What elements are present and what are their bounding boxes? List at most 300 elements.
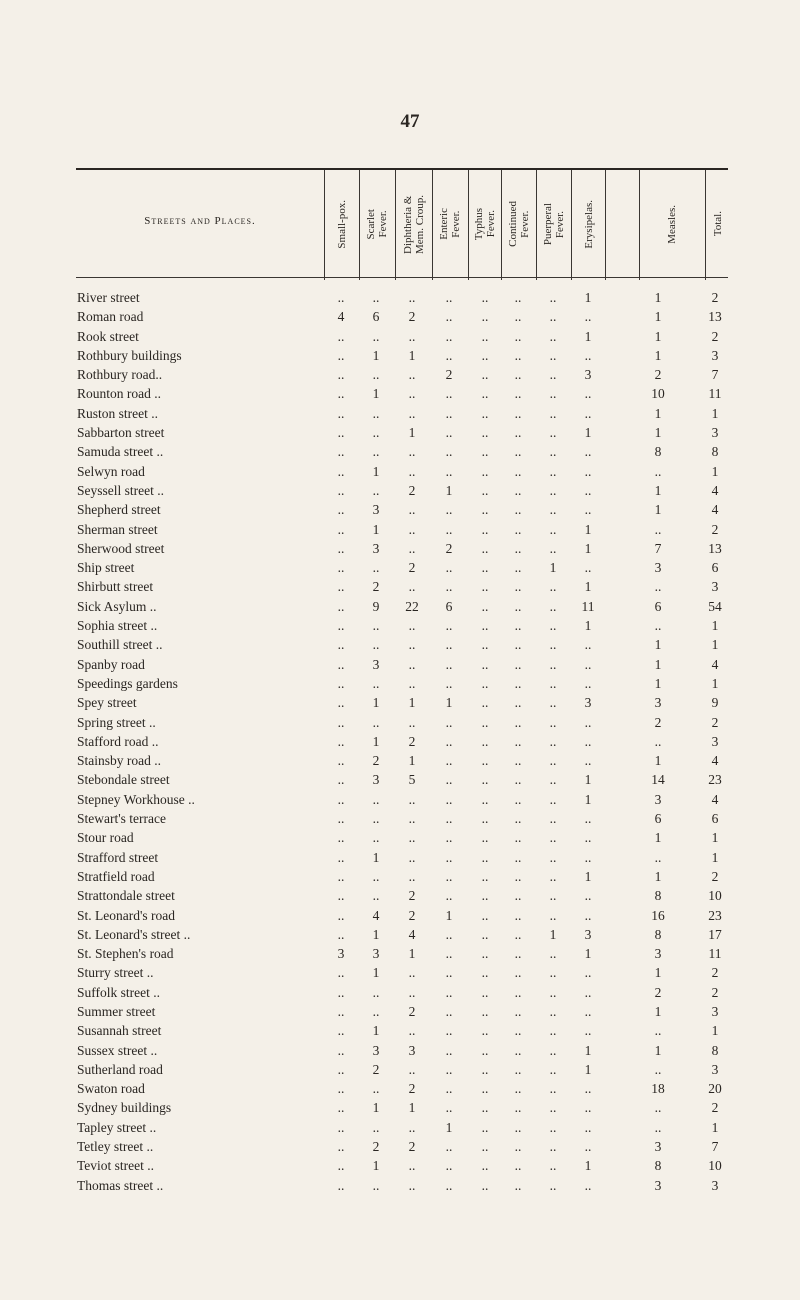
table-cell: 8 bbox=[654, 444, 662, 460]
table-cell: .. bbox=[337, 1023, 345, 1039]
table-cell: .. bbox=[549, 347, 557, 363]
street-name: River street bbox=[77, 290, 140, 305]
street-name: Sherwood street bbox=[77, 540, 165, 556]
street-name: Suffolk street .. bbox=[77, 984, 160, 1000]
table-cell: 1 bbox=[372, 521, 380, 537]
table-cell: .. bbox=[445, 1100, 453, 1116]
table-cell: .. bbox=[337, 290, 345, 305]
table-cell: 1 bbox=[372, 965, 380, 981]
street-name: Stainsby road .. bbox=[77, 753, 161, 769]
table-cell: .. bbox=[337, 386, 345, 402]
table-cell: 17 bbox=[708, 926, 722, 942]
table-cell: .. bbox=[481, 1139, 489, 1155]
table-cell: .. bbox=[514, 1003, 522, 1019]
table-cell: .. bbox=[337, 1177, 345, 1193]
table-cell: .. bbox=[337, 733, 345, 749]
table-cell: 9 bbox=[372, 598, 380, 614]
table-cell: .. bbox=[584, 656, 592, 672]
col-header-erysipelas: Erysipelas. bbox=[582, 199, 595, 249]
street-name: Sturry street .. bbox=[77, 965, 154, 981]
street-name: Stour road bbox=[77, 830, 134, 846]
table-cell: 2 bbox=[654, 984, 662, 1000]
table-cell: 2 bbox=[445, 367, 453, 383]
table-cell: 6 bbox=[445, 598, 453, 614]
table-cell: .. bbox=[372, 560, 380, 576]
street-name: Speedings gardens bbox=[77, 675, 178, 691]
table-cell: .. bbox=[408, 637, 416, 653]
table-cell: .. bbox=[514, 868, 522, 884]
table-cell: 10 bbox=[708, 888, 722, 904]
table-cell: 2 bbox=[711, 328, 719, 344]
table-cell: 2 bbox=[408, 1139, 416, 1155]
table-cell: .. bbox=[584, 965, 592, 981]
table-cell: .. bbox=[584, 502, 592, 518]
table-cell: .. bbox=[445, 1061, 453, 1077]
table-cell: .. bbox=[337, 637, 345, 653]
table-cell: .. bbox=[445, 425, 453, 441]
table-cell: 8 bbox=[711, 444, 719, 460]
table-cell: .. bbox=[514, 637, 522, 653]
table-cell: .. bbox=[584, 1119, 592, 1135]
table-cell: 1 bbox=[408, 753, 416, 769]
street-name: Sussex street .. bbox=[77, 1042, 158, 1058]
table-cell: 11 bbox=[708, 946, 722, 962]
table-cell: .. bbox=[337, 328, 345, 344]
table-row bbox=[0, 599, 800, 618]
table-cell: .. bbox=[481, 1023, 489, 1039]
street-name: Swaton road bbox=[77, 1081, 145, 1097]
column-divider bbox=[605, 170, 606, 280]
table-cell: .. bbox=[481, 367, 489, 383]
table-cell: .. bbox=[514, 946, 522, 962]
table-top-rule bbox=[76, 168, 728, 170]
table-cell: .. bbox=[514, 386, 522, 402]
table-cell: 2 bbox=[711, 868, 719, 884]
table-cell: .. bbox=[514, 1081, 522, 1097]
table-row bbox=[0, 1062, 800, 1081]
table-cell: 1 bbox=[711, 830, 719, 846]
table-cell: .. bbox=[654, 733, 662, 749]
table-cell: 6 bbox=[711, 811, 719, 827]
table-cell: .. bbox=[481, 482, 489, 498]
table-cell: .. bbox=[337, 811, 345, 827]
table-cell: .. bbox=[584, 675, 592, 691]
table-cell: .. bbox=[654, 463, 662, 479]
table-cell: 4 bbox=[711, 502, 719, 518]
table-row bbox=[0, 715, 800, 734]
table-cell: 3 bbox=[654, 695, 662, 711]
table-cell: 6 bbox=[654, 811, 662, 827]
column-divider bbox=[468, 170, 469, 280]
table-row bbox=[0, 329, 800, 348]
table-row bbox=[0, 348, 800, 367]
table-cell: 10 bbox=[651, 386, 665, 402]
table-cell: .. bbox=[514, 540, 522, 556]
table-cell: 2 bbox=[711, 714, 719, 730]
table-row bbox=[0, 637, 800, 656]
table-cell: .. bbox=[445, 1003, 453, 1019]
table-cell: .. bbox=[584, 984, 592, 1000]
table-cell: 3 bbox=[711, 1177, 719, 1193]
table-row bbox=[0, 1178, 800, 1197]
table-cell: .. bbox=[445, 946, 453, 962]
table-cell: .. bbox=[481, 618, 489, 634]
table-cell: .. bbox=[337, 1042, 345, 1058]
table-cell: .. bbox=[584, 888, 592, 904]
table-cell: 1 bbox=[654, 830, 662, 846]
table-cell: .. bbox=[372, 290, 380, 305]
table-cell: 1 bbox=[408, 425, 416, 441]
table-cell: .. bbox=[372, 888, 380, 904]
table-row bbox=[0, 1120, 800, 1139]
street-name: Stafford road .. bbox=[77, 733, 159, 749]
table-cell: .. bbox=[514, 367, 522, 383]
table-cell: .. bbox=[481, 1003, 489, 1019]
table-cell: .. bbox=[481, 733, 489, 749]
table-cell: .. bbox=[514, 849, 522, 865]
table-cell: .. bbox=[408, 290, 416, 305]
table-cell: 1 bbox=[584, 1158, 592, 1174]
table-cell: .. bbox=[408, 984, 416, 1000]
street-name: Susannah street bbox=[77, 1023, 162, 1039]
table-cell: .. bbox=[372, 328, 380, 344]
table-cell: .. bbox=[514, 811, 522, 827]
table-cell: 1 bbox=[372, 926, 380, 942]
street-name: St. Leonard's street .. bbox=[77, 926, 191, 942]
table-cell: .. bbox=[372, 675, 380, 691]
table-cell: .. bbox=[481, 695, 489, 711]
table-cell: 1 bbox=[654, 1003, 662, 1019]
table-cell: 4 bbox=[711, 482, 719, 498]
table-cell: 3 bbox=[654, 791, 662, 807]
table-cell: 1 bbox=[654, 637, 662, 653]
table-cell: .. bbox=[549, 444, 557, 460]
table-cell: 23 bbox=[708, 907, 722, 923]
table-cell: .. bbox=[584, 1100, 592, 1116]
table-cell: 2 bbox=[711, 965, 719, 981]
table-cell: .. bbox=[337, 579, 345, 595]
table-cell: .. bbox=[445, 791, 453, 807]
table-cell: .. bbox=[337, 347, 345, 363]
column-divider bbox=[359, 170, 360, 280]
table-cell: 1 bbox=[711, 1119, 719, 1135]
table-cell: .. bbox=[584, 830, 592, 846]
table-cell: .. bbox=[549, 598, 557, 614]
table-cell: 1 bbox=[654, 965, 662, 981]
street-name: Strattondale street bbox=[77, 888, 175, 904]
table-cell: .. bbox=[481, 888, 489, 904]
table-cell: 2 bbox=[408, 560, 416, 576]
table-cell: .. bbox=[481, 502, 489, 518]
table-cell: .. bbox=[445, 772, 453, 788]
table-cell: 2 bbox=[408, 309, 416, 325]
table-cell: .. bbox=[549, 1023, 557, 1039]
table-cell: .. bbox=[445, 868, 453, 884]
table-cell: 3 bbox=[654, 1139, 662, 1155]
table-cell: 54 bbox=[708, 598, 722, 614]
table-cell: .. bbox=[445, 675, 453, 691]
street-name: Sutherland road bbox=[77, 1061, 163, 1077]
table-cell: .. bbox=[549, 425, 557, 441]
table-cell: .. bbox=[408, 521, 416, 537]
table-cell: 2 bbox=[408, 1003, 416, 1019]
table-cell: .. bbox=[445, 1158, 453, 1174]
table-cell: .. bbox=[337, 1003, 345, 1019]
table-cell: .. bbox=[549, 868, 557, 884]
table-cell: .. bbox=[337, 965, 345, 981]
table-cell: .. bbox=[445, 1177, 453, 1193]
table-cell: .. bbox=[372, 444, 380, 460]
col-header-typhus-fever: Typhus Fever. bbox=[473, 207, 497, 241]
table-row bbox=[0, 1139, 800, 1158]
table-cell: .. bbox=[337, 1100, 345, 1116]
table-row bbox=[0, 1158, 800, 1177]
table-cell: .. bbox=[445, 1081, 453, 1097]
table-cell: .. bbox=[481, 1042, 489, 1058]
table-cell: .. bbox=[445, 560, 453, 576]
table-cell: .. bbox=[337, 521, 345, 537]
table-cell: 1 bbox=[372, 463, 380, 479]
table-cell: .. bbox=[408, 965, 416, 981]
street-name: Spring street .. bbox=[77, 714, 156, 730]
table-cell: .. bbox=[408, 656, 416, 672]
street-name: Samuda street .. bbox=[77, 444, 164, 460]
table-cell: .. bbox=[481, 1100, 489, 1116]
table-row bbox=[0, 772, 800, 791]
table-cell: .. bbox=[549, 521, 557, 537]
street-name: Summer street bbox=[77, 1003, 156, 1019]
table-cell: .. bbox=[514, 425, 522, 441]
table-cell: .. bbox=[549, 714, 557, 730]
table-cell: 1 bbox=[584, 1042, 592, 1058]
table-cell: .. bbox=[372, 984, 380, 1000]
table-cell: .. bbox=[549, 1003, 557, 1019]
table-row bbox=[0, 657, 800, 676]
table-cell: 4 bbox=[711, 656, 719, 672]
table-cell: 23 bbox=[708, 772, 722, 788]
street-name: Sabbarton street bbox=[77, 425, 165, 441]
table-cell: .. bbox=[584, 1003, 592, 1019]
table-cell: .. bbox=[337, 618, 345, 634]
table-cell: .. bbox=[445, 386, 453, 402]
table-cell: .. bbox=[337, 791, 345, 807]
table-cell: .. bbox=[445, 463, 453, 479]
table-row bbox=[0, 367, 800, 386]
table-cell: .. bbox=[481, 714, 489, 730]
table-cell: .. bbox=[337, 1119, 345, 1135]
table-cell: .. bbox=[654, 1119, 662, 1135]
table-cell: .. bbox=[481, 849, 489, 865]
table-cell: .. bbox=[549, 733, 557, 749]
table-cell: .. bbox=[549, 579, 557, 595]
table-cell: .. bbox=[337, 695, 345, 711]
table-cell: 1 bbox=[584, 1061, 592, 1077]
table-cell: .. bbox=[372, 868, 380, 884]
table-cell: 1 bbox=[654, 675, 662, 691]
table-cell: 3 bbox=[408, 1042, 416, 1058]
table-body bbox=[0, 290, 800, 1197]
table-cell: 2 bbox=[372, 579, 380, 595]
table-cell: .. bbox=[549, 907, 557, 923]
table-cell: 1 bbox=[584, 540, 592, 556]
table-cell: 1 bbox=[584, 425, 592, 441]
table-cell: .. bbox=[337, 907, 345, 923]
table-cell: 1 bbox=[584, 521, 592, 537]
table-cell: .. bbox=[445, 714, 453, 730]
street-name: Stebondale street bbox=[77, 772, 170, 788]
table-cell: .. bbox=[445, 1023, 453, 1039]
table-cell: 3 bbox=[654, 946, 662, 962]
table-cell: .. bbox=[514, 926, 522, 942]
table-cell: 1 bbox=[372, 695, 380, 711]
column-divider bbox=[501, 170, 502, 280]
table-cell: .. bbox=[408, 618, 416, 634]
table-cell: .. bbox=[372, 482, 380, 498]
table-cell: .. bbox=[337, 463, 345, 479]
table-cell: 3 bbox=[711, 579, 719, 595]
table-cell: 16 bbox=[651, 907, 665, 923]
table-cell: 7 bbox=[711, 367, 719, 383]
table-cell: .. bbox=[654, 579, 662, 595]
table-cell: .. bbox=[514, 1119, 522, 1135]
table-cell: 11 bbox=[708, 386, 722, 402]
table-cell: 1 bbox=[654, 1042, 662, 1058]
table-cell: .. bbox=[481, 926, 489, 942]
col-header-continued-fever: Continued Fever. bbox=[507, 201, 531, 247]
table-cell: .. bbox=[481, 579, 489, 595]
table-cell: 3 bbox=[372, 772, 380, 788]
table-cell: .. bbox=[337, 656, 345, 672]
table-cell: .. bbox=[337, 502, 345, 518]
table-cell: 3 bbox=[372, 502, 380, 518]
table-cell: .. bbox=[549, 463, 557, 479]
table-cell: .. bbox=[549, 405, 557, 421]
table-cell: .. bbox=[549, 984, 557, 1000]
table-row bbox=[0, 522, 800, 541]
table-cell: 3 bbox=[711, 425, 719, 441]
table-cell: 2 bbox=[654, 714, 662, 730]
table-cell: .. bbox=[584, 482, 592, 498]
table-cell: 1 bbox=[584, 946, 592, 962]
table-cell: 1 bbox=[654, 753, 662, 769]
table-cell: 5 bbox=[408, 772, 416, 788]
table-cell: 3 bbox=[372, 540, 380, 556]
table-cell: .. bbox=[445, 888, 453, 904]
table-cell: .. bbox=[481, 868, 489, 884]
table-cell: .. bbox=[445, 984, 453, 1000]
table-cell: .. bbox=[514, 1177, 522, 1193]
table-row bbox=[0, 946, 800, 965]
table-cell: .. bbox=[408, 849, 416, 865]
table-cell: .. bbox=[337, 849, 345, 865]
table-cell: .. bbox=[445, 965, 453, 981]
table-cell: .. bbox=[337, 926, 345, 942]
table-cell: .. bbox=[549, 309, 557, 325]
table-cell: .. bbox=[514, 482, 522, 498]
table-cell: .. bbox=[481, 830, 489, 846]
table-cell: 2 bbox=[372, 1139, 380, 1155]
table-cell: 3 bbox=[654, 560, 662, 576]
table-cell: .. bbox=[514, 1158, 522, 1174]
table-row bbox=[0, 830, 800, 849]
table-cell: .. bbox=[514, 347, 522, 363]
street-name: Rothbury buildings bbox=[77, 347, 182, 363]
table-cell: 1 bbox=[654, 328, 662, 344]
street-name: Thomas street .. bbox=[77, 1177, 164, 1193]
table-cell: .. bbox=[445, 1139, 453, 1155]
table-cell: .. bbox=[337, 772, 345, 788]
table-cell: 1 bbox=[654, 482, 662, 498]
table-cell: .. bbox=[408, 463, 416, 479]
table-cell: .. bbox=[337, 1139, 345, 1155]
table-cell: 2 bbox=[445, 540, 453, 556]
table-cell: .. bbox=[481, 1158, 489, 1174]
table-cell: .. bbox=[514, 733, 522, 749]
table-cell: .. bbox=[408, 386, 416, 402]
table-cell: .. bbox=[445, 347, 453, 363]
table-row bbox=[0, 869, 800, 888]
table-cell: .. bbox=[481, 753, 489, 769]
table-cell: .. bbox=[514, 463, 522, 479]
table-cell: 3 bbox=[584, 926, 592, 942]
table-cell: .. bbox=[408, 714, 416, 730]
table-cell: 10 bbox=[708, 1158, 722, 1174]
table-cell: .. bbox=[445, 656, 453, 672]
table-cell: .. bbox=[514, 714, 522, 730]
table-cell: .. bbox=[445, 811, 453, 827]
table-cell: .. bbox=[372, 618, 380, 634]
table-cell: 1 bbox=[711, 463, 719, 479]
table-cell: 8 bbox=[654, 888, 662, 904]
table-cell: .. bbox=[654, 521, 662, 537]
table-cell: 4 bbox=[337, 309, 345, 325]
street-name: St. Stephen's road bbox=[77, 946, 174, 962]
street-name: Shirbutt street bbox=[77, 579, 154, 595]
table-cell: 1 bbox=[711, 675, 719, 691]
table-cell: .. bbox=[584, 1177, 592, 1193]
table-cell: .. bbox=[549, 618, 557, 634]
table-row bbox=[0, 792, 800, 811]
table-cell: .. bbox=[445, 618, 453, 634]
table-cell: .. bbox=[445, 444, 453, 460]
column-divider bbox=[395, 170, 396, 280]
table-row bbox=[0, 618, 800, 637]
table-row bbox=[0, 1043, 800, 1062]
table-cell: .. bbox=[514, 521, 522, 537]
table-row bbox=[0, 811, 800, 830]
table-cell: 1 bbox=[408, 1100, 416, 1116]
table-cell: .. bbox=[445, 328, 453, 344]
table-cell: .. bbox=[481, 425, 489, 441]
table-row bbox=[0, 579, 800, 598]
table-row bbox=[0, 290, 800, 309]
table-cell: 1 bbox=[654, 309, 662, 325]
table-cell: .. bbox=[549, 656, 557, 672]
table-cell: .. bbox=[408, 1119, 416, 1135]
table-cell: 1 bbox=[408, 695, 416, 711]
table-cell: .. bbox=[549, 540, 557, 556]
table-cell: 1 bbox=[445, 907, 453, 923]
table-cell: 4 bbox=[408, 926, 416, 942]
table-cell: .. bbox=[584, 733, 592, 749]
table-cell: 3 bbox=[654, 1177, 662, 1193]
table-row bbox=[0, 734, 800, 753]
street-name: Strafford street bbox=[77, 849, 159, 865]
table-cell: .. bbox=[337, 714, 345, 730]
table-cell: 2 bbox=[408, 1081, 416, 1097]
table-cell: 4 bbox=[711, 791, 719, 807]
table-cell: .. bbox=[408, 444, 416, 460]
